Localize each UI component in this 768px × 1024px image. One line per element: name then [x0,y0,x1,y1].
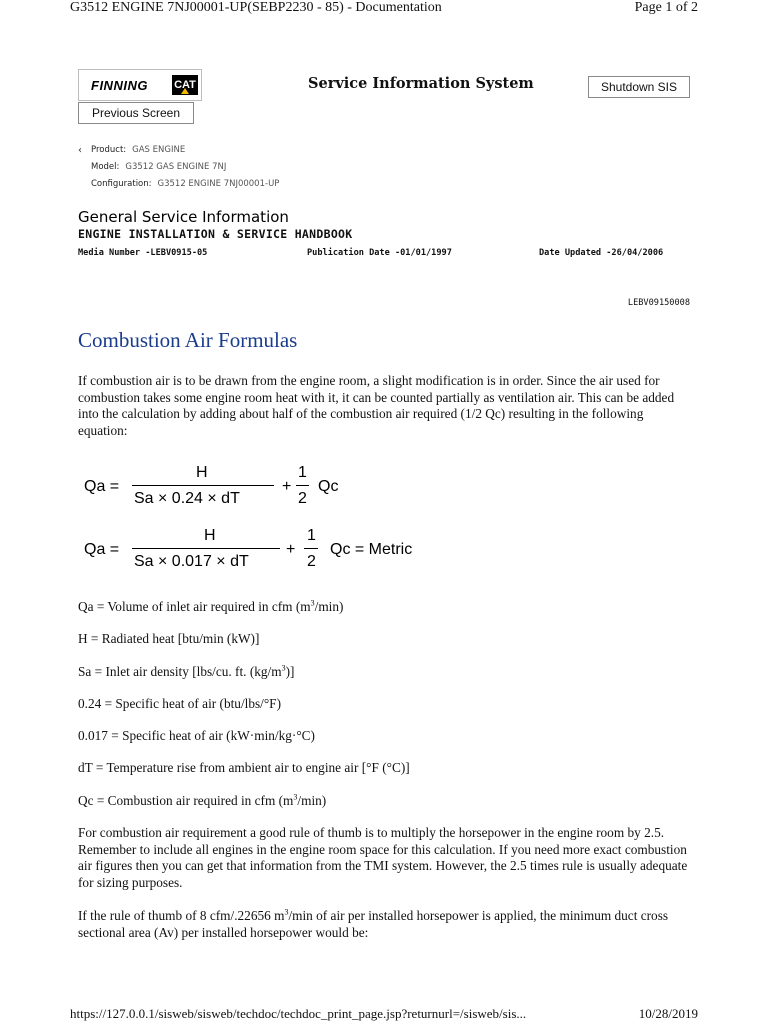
formula1-term: Qc [318,478,339,495]
page-count: Page 1 of 2 [634,0,698,15]
definition-0017: 0.017 = Specific heat of air (kW·min/kg·°C) [78,728,315,743]
definition-h: H = Radiated heat [btu/min (kW)] [78,631,260,646]
formula1-fraction-bar [132,485,274,486]
formula1-plus: + [282,478,292,495]
date-updated: Date Updated -26/04/2006 [539,248,664,258]
definition-qc: Qc = Combustion air required in cfm $(m^3/\min)$ [78,792,327,808]
print-url: https://127.0.0.1/sisweb/sisweb/techdoc/techdoc_print_page.jsp?returnurl=/sisweb/sis... [70,1006,527,1021]
product-value: GAS ENGINE [132,145,186,155]
model-label: Model: [91,162,120,172]
breadcrumb-model [91,162,226,172]
formula1-lhs: Qa = [84,478,120,495]
formula2-plus: + [286,541,296,558]
rule-of-thumb-paragraph: For combustion air requirement a good rule of thumb is to multiply the horsepower in the engine room by 2.5. Remember to include all engines in the engine room space for this calculation. If you need more exact combustion air figures then you can get that information from the TMI system. However, the 2.5 times rule is usually adequate for sizing purposes. [78,825,688,890]
formula2-lhs: Qa = [84,541,120,558]
formula2-numerator: H [204,527,216,544]
section-heading: General Service Information [78,208,289,226]
formula-metric [80,525,440,575]
handbook-title: ENGINE INSTALLATION & SERVICE HANDBOOK [78,227,353,241]
previous-screen-button[interactable]: Previous Screen [78,102,194,124]
logo-finning-text: FINNING [91,78,148,93]
media-number: Media Number -LEBV0915-05 [78,248,208,258]
duct-area-paragraph: If the rule of thumb of 8 cfm/.22656 $m^3/\min$ of air per installed horsepower is applied, the minimum duct cross sectional area (Av) per installed horsepower would be: [78,907,669,940]
logo-cat-badge: CAT [172,75,198,95]
breadcrumb-configuration [91,179,279,189]
formula1-denominator: Sa × 0.24 × dT [134,490,240,507]
formula2-half-numerator: 1 [307,527,316,544]
system-title: Service Information System [308,75,534,92]
formula2-denominator: Sa × 0.017 × dT [134,553,249,570]
definition-dt: dT = Temperature rise from ambient air to engine air [°F (°C)] [78,760,410,775]
definition-024: 0.24 = Specific heat of air (btu/lbs/°F) [78,696,281,711]
formula1-half-denominator: 2 [298,490,307,507]
configuration-label: Configuration: [91,179,152,189]
formula2-half-bar [304,548,318,549]
publication-date: Publication Date -01/01/1997 [307,248,452,258]
intro-paragraph: If combustion air is to be drawn from the engine room, a slight modification is in order. Since the air used for combustion takes some engine room heat with it, it can be counted partially as ventilation air. This can be added into the calculation by adding about half of the combustion air required (1/2 Qc) resulting in the following equation: [78,373,675,438]
definition-sa: Sa = Inlet air density [lbs/cu. ft. $(kg/m^3)$] [78,663,295,679]
collapse-arrow-icon[interactable]: ‹ [78,145,82,156]
definition-qa: Qa = Volume of inlet air required in cfm $(m^3/\min)$ [78,598,344,614]
formula-imperial [80,462,380,512]
formula1-half-bar [296,485,309,486]
formula2-fraction-bar [132,548,280,549]
article-title: Combustion Air Formulas [78,328,298,352]
model-value: G3512 GAS ENGINE 7NJ [125,162,227,172]
formula2-term: Qc = Metric [330,541,413,558]
breadcrumb-product [91,145,185,155]
formula1-numerator: H [196,464,208,481]
print-header-title: G3512 ENGINE 7NJ00001-UP(SEBP2230 - 85) - Documentation [70,0,442,15]
shutdown-sis-button[interactable]: Shutdown SIS [588,76,690,98]
formula2-half-denominator: 2 [307,553,316,570]
formula1-half-numerator: 1 [298,464,307,481]
product-label: Product: [91,145,127,155]
document-id: LEBV09150008 [627,298,690,308]
print-date: 10/28/2019 [638,1006,698,1021]
finning-cat-logo [78,69,202,101]
configuration-value: G3512 ENGINE 7NJ00001-UP [157,179,280,189]
